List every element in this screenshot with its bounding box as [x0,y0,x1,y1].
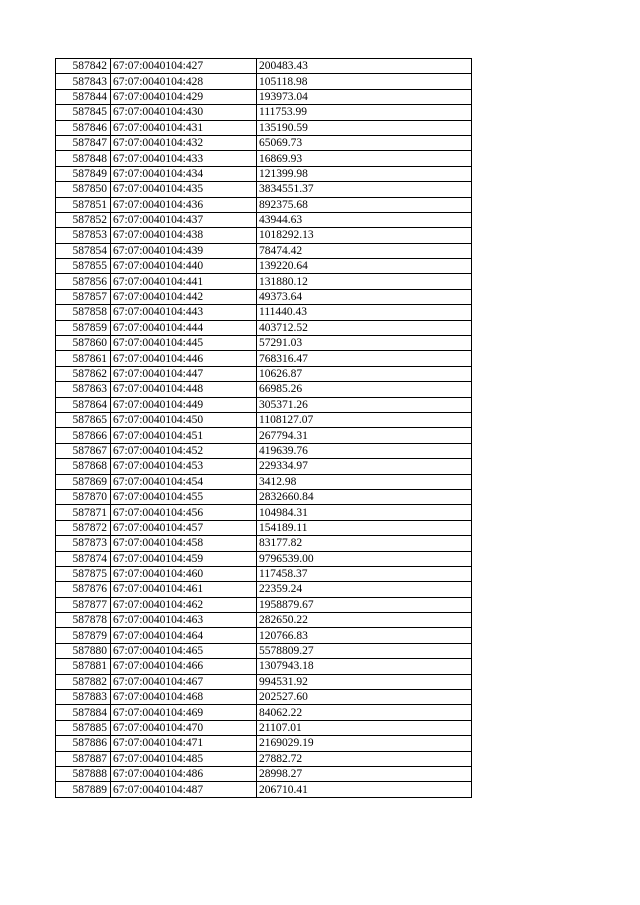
value-cell: 65069.73 [257,135,472,150]
row-number-cell: 587889 [56,782,111,797]
table-row [56,751,472,766]
row-number-cell: 587876 [56,582,111,597]
cadastral-number-cell: 67:07:0040104:459 [111,551,257,566]
row-number-cell: 587851 [56,197,111,212]
cadastral-number-cell: 67:07:0040104:432 [111,135,257,150]
cadastral-number-cell: 67:07:0040104:453 [111,459,257,474]
table-row [56,736,472,751]
value-cell: 1958879.67 [257,597,472,612]
cadastral-number-cell: 67:07:0040104:466 [111,659,257,674]
value-cell: 10626.87 [257,366,472,381]
cadastral-number-cell: 67:07:0040104:485 [111,751,257,766]
value-cell: 120766.83 [257,628,472,643]
table-row [56,228,472,243]
table-row [56,766,472,781]
cadastral-number-cell: 67:07:0040104:428 [111,74,257,89]
cadastral-number-cell: 67:07:0040104:486 [111,766,257,781]
table-row [56,259,472,274]
row-number-cell: 587843 [56,74,111,89]
row-number-cell: 587881 [56,659,111,674]
value-cell: 21107.01 [257,720,472,735]
cadastral-number-cell: 67:07:0040104:433 [111,151,257,166]
cadastral-number-cell: 67:07:0040104:438 [111,228,257,243]
data-table [55,58,472,798]
table-row [56,582,472,597]
value-cell: 16869.93 [257,151,472,166]
value-cell: 282650.22 [257,613,472,628]
value-cell: 1307943.18 [257,659,472,674]
table-row [56,705,472,720]
value-cell: 267794.31 [257,428,472,443]
value-cell: 111753.99 [257,105,472,120]
cadastral-number-cell: 67:07:0040104:442 [111,289,257,304]
row-number-cell: 587857 [56,289,111,304]
table-row [56,443,472,458]
table-row [56,690,472,705]
value-cell: 994531.92 [257,674,472,689]
table-row [56,505,472,520]
cadastral-number-cell: 67:07:0040104:461 [111,582,257,597]
cadastral-number-cell: 67:07:0040104:431 [111,120,257,135]
row-number-cell: 587853 [56,228,111,243]
table-row [56,212,472,227]
row-number-cell: 587868 [56,459,111,474]
cadastral-number-cell: 67:07:0040104:429 [111,89,257,104]
cadastral-number-cell: 67:07:0040104:452 [111,443,257,458]
value-cell: 3834551.37 [257,182,472,197]
value-cell: 57291.03 [257,336,472,351]
value-cell: 3412.98 [257,474,472,489]
value-cell: 43944.63 [257,212,472,227]
row-number-cell: 587864 [56,397,111,412]
value-cell: 28998.27 [257,766,472,781]
value-cell: 1108127.07 [257,412,472,427]
row-number-cell: 587860 [56,336,111,351]
row-number-cell: 587866 [56,428,111,443]
row-number-cell: 587854 [56,243,111,258]
table-row [56,613,472,628]
cadastral-number-cell: 67:07:0040104:447 [111,366,257,381]
value-cell: 154189.11 [257,520,472,535]
row-number-cell: 587859 [56,320,111,335]
value-cell: 9796539.00 [257,551,472,566]
cadastral-number-cell: 67:07:0040104:450 [111,412,257,427]
cadastral-number-cell: 67:07:0040104:445 [111,336,257,351]
table-body [56,59,472,798]
table-row [56,197,472,212]
table-row [56,166,472,181]
table-row [56,366,472,381]
cadastral-number-cell: 67:07:0040104:430 [111,105,257,120]
value-cell: 121399.98 [257,166,472,181]
cadastral-number-cell: 67:07:0040104:439 [111,243,257,258]
value-cell: 111440.43 [257,305,472,320]
cadastral-number-cell: 67:07:0040104:454 [111,474,257,489]
value-cell: 892375.68 [257,197,472,212]
table-row [56,320,472,335]
row-number-cell: 587863 [56,382,111,397]
cadastral-number-cell: 67:07:0040104:443 [111,305,257,320]
value-cell: 78474.42 [257,243,472,258]
row-number-cell: 587886 [56,736,111,751]
row-number-cell: 587888 [56,766,111,781]
table-row [56,428,472,443]
cadastral-number-cell: 67:07:0040104:441 [111,274,257,289]
table-row [56,243,472,258]
table-row [56,412,472,427]
cadastral-number-cell: 67:07:0040104:446 [111,351,257,366]
row-number-cell: 587874 [56,551,111,566]
value-cell: 419639.76 [257,443,472,458]
table-row [56,135,472,150]
table-row [56,182,472,197]
value-cell: 104984.31 [257,505,472,520]
value-cell: 49373.64 [257,289,472,304]
table-row [56,382,472,397]
table-row [56,628,472,643]
value-cell: 66985.26 [257,382,472,397]
row-number-cell: 587875 [56,566,111,581]
row-number-cell: 587867 [56,443,111,458]
cadastral-number-cell: 67:07:0040104:470 [111,720,257,735]
row-number-cell: 587883 [56,690,111,705]
row-number-cell: 587871 [56,505,111,520]
cadastral-number-cell: 67:07:0040104:463 [111,613,257,628]
value-cell: 193973.04 [257,89,472,104]
row-number-cell: 587882 [56,674,111,689]
row-number-cell: 587858 [56,305,111,320]
table-row [56,643,472,658]
cadastral-number-cell: 67:07:0040104:467 [111,674,257,689]
cadastral-number-cell: 67:07:0040104:449 [111,397,257,412]
table-row [56,551,472,566]
value-cell: 229334.97 [257,459,472,474]
value-cell: 105118.98 [257,74,472,89]
value-cell: 2832660.84 [257,489,472,504]
row-number-cell: 587844 [56,89,111,104]
value-cell: 83177.82 [257,536,472,551]
cadastral-number-cell: 67:07:0040104:471 [111,736,257,751]
table-row [56,659,472,674]
value-cell: 5578809.27 [257,643,472,658]
row-number-cell: 587884 [56,705,111,720]
table-row [56,89,472,104]
row-number-cell: 587861 [56,351,111,366]
cadastral-number-cell: 67:07:0040104:487 [111,782,257,797]
table-row [56,520,472,535]
value-cell: 768316.47 [257,351,472,366]
table-row [56,674,472,689]
row-number-cell: 587878 [56,613,111,628]
table-row [56,151,472,166]
row-number-cell: 587849 [56,166,111,181]
cadastral-number-cell: 67:07:0040104:465 [111,643,257,658]
table-row [56,597,472,612]
row-number-cell: 587870 [56,489,111,504]
row-number-cell: 587852 [56,212,111,227]
value-cell: 403712.52 [257,320,472,335]
value-cell: 84062.22 [257,705,472,720]
table-row [56,59,472,74]
cadastral-number-cell: 67:07:0040104:448 [111,382,257,397]
cadastral-number-cell: 67:07:0040104:457 [111,520,257,535]
table-row [56,305,472,320]
table-row [56,782,472,797]
table-row [56,720,472,735]
row-number-cell: 587842 [56,59,111,74]
row-number-cell: 587869 [56,474,111,489]
table-row [56,474,472,489]
cadastral-number-cell: 67:07:0040104:434 [111,166,257,181]
row-number-cell: 587880 [56,643,111,658]
row-number-cell: 587865 [56,412,111,427]
row-number-cell: 587846 [56,120,111,135]
table-row [56,336,472,351]
row-number-cell: 587862 [56,366,111,381]
cadastral-number-cell: 67:07:0040104:462 [111,597,257,612]
row-number-cell: 587885 [56,720,111,735]
cadastral-number-cell: 67:07:0040104:440 [111,259,257,274]
value-cell: 22359.24 [257,582,472,597]
cadastral-number-cell: 67:07:0040104:435 [111,182,257,197]
cadastral-number-cell: 67:07:0040104:436 [111,197,257,212]
value-cell: 2169029.19 [257,736,472,751]
cadastral-number-cell: 67:07:0040104:464 [111,628,257,643]
table-row [56,105,472,120]
table-row [56,459,472,474]
table-row [56,274,472,289]
row-number-cell: 587855 [56,259,111,274]
value-cell: 139220.64 [257,259,472,274]
table-row [56,74,472,89]
table-row [56,489,472,504]
value-cell: 305371.26 [257,397,472,412]
value-cell: 27882.72 [257,751,472,766]
row-number-cell: 587887 [56,751,111,766]
value-cell: 131880.12 [257,274,472,289]
cadastral-number-cell: 67:07:0040104:469 [111,705,257,720]
value-cell: 202527.60 [257,690,472,705]
value-cell: 200483.43 [257,59,472,74]
row-number-cell: 587856 [56,274,111,289]
value-cell: 1018292.13 [257,228,472,243]
cadastral-number-cell: 67:07:0040104:468 [111,690,257,705]
row-number-cell: 587873 [56,536,111,551]
row-number-cell: 587872 [56,520,111,535]
cadastral-number-cell: 67:07:0040104:456 [111,505,257,520]
cadastral-number-cell: 67:07:0040104:437 [111,212,257,227]
cadastral-number-cell: 67:07:0040104:458 [111,536,257,551]
table-row [56,351,472,366]
value-cell: 206710.41 [257,782,472,797]
cadastral-number-cell: 67:07:0040104:460 [111,566,257,581]
cadastral-number-cell: 67:07:0040104:455 [111,489,257,504]
cadastral-number-cell: 67:07:0040104:451 [111,428,257,443]
cadastral-number-cell: 67:07:0040104:427 [111,59,257,74]
value-cell: 117458.37 [257,566,472,581]
table-row [56,397,472,412]
table-row [56,120,472,135]
row-number-cell: 587847 [56,135,111,150]
row-number-cell: 587879 [56,628,111,643]
table-row [56,566,472,581]
table-row [56,536,472,551]
value-cell: 135190.59 [257,120,472,135]
row-number-cell: 587850 [56,182,111,197]
row-number-cell: 587848 [56,151,111,166]
row-number-cell: 587845 [56,105,111,120]
cadastral-number-cell: 67:07:0040104:444 [111,320,257,335]
row-number-cell: 587877 [56,597,111,612]
table-row [56,289,472,304]
